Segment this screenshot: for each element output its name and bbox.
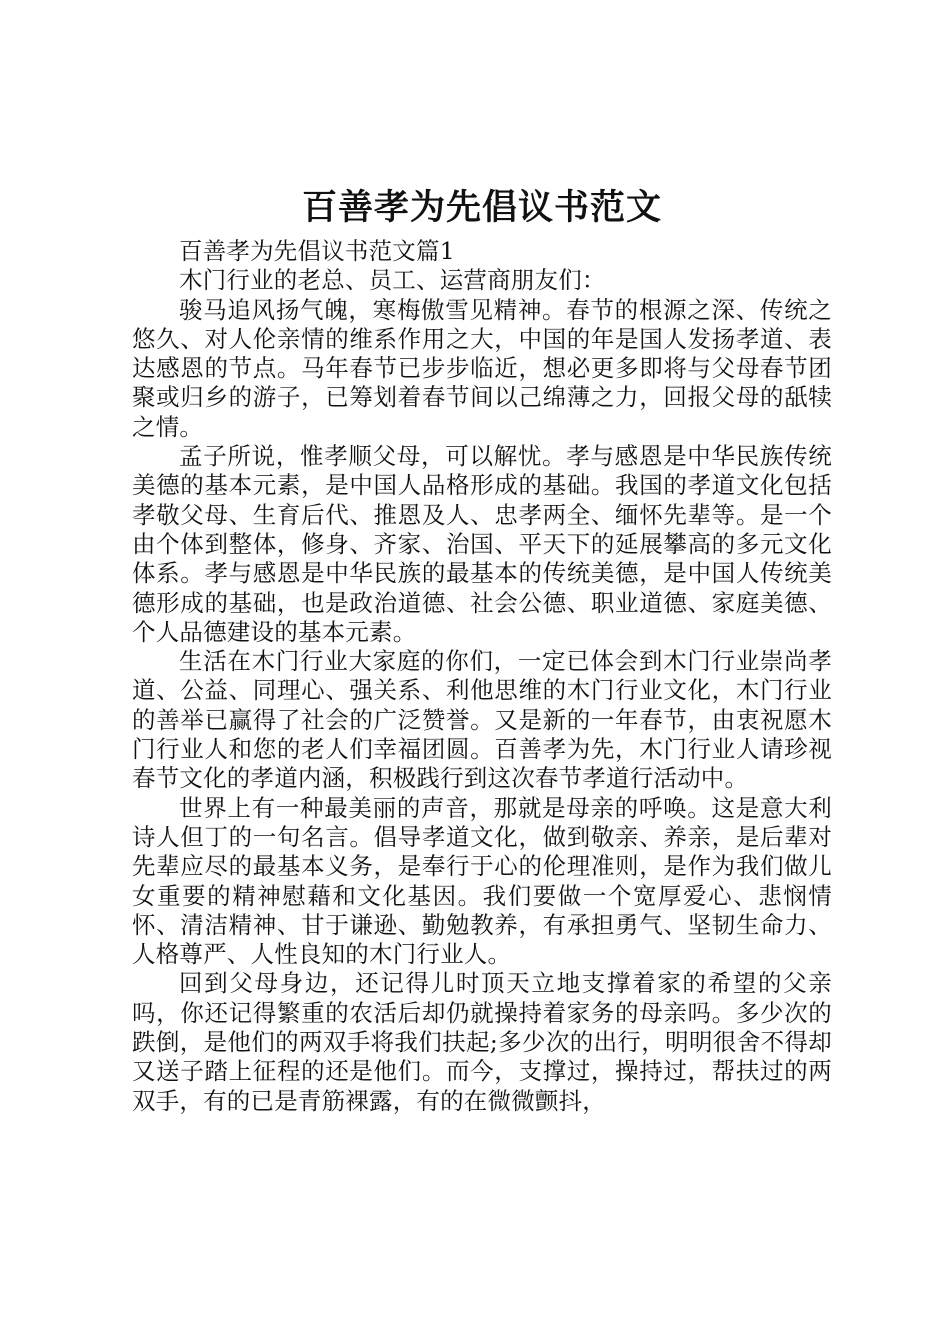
section-heading: 百善孝为先倡议书范文篇1	[179, 237, 455, 265]
body-paragraph: 孟子所说，惟孝顺父母，可以解忧。孝与感恩是中华民族传统美德的基本元素，是中国人品格形成的基础。我国的孝道文化包括孝敬父母、生育后代、推恩及人、忠孝两全、缅怀先辈等。是一个由个体到整体，修身、齐家、治国、平天下的延展攀高的多元文化体系。孝与感恩是中华民族的最基本的传统美德，是中国人传统美德形成的基础，也是政治道德、社会公德、职业道德、家庭美德、个人品德建设的基本元素。	[132, 442, 832, 646]
body-paragraph: 生活在木门行业大家庭的你们，一定已体会到木门行业崇尚孝道、公益、同理心、强关系、利他思维的木门行业文化，木门行业的善举已赢得了社会的广泛赞誉。又是新的一年春节，由衷祝愿木门行业人和您的老人们幸福团圆。百善孝为先，木门行业人请珍视春节文化的孝道内涵，积极践行到这次春节孝道行活动中。	[132, 647, 832, 793]
salutation: 木门行业的老总、员工、运营商朋友们：	[179, 266, 606, 295]
body-paragraph: 骏马追风扬气魄，寒梅傲雪见精神。春节的根源之深、传统之悠久、对人伦亲情的维系作用之大，中国的年是国人发扬孝道、表达感恩的节点。马年春节已步步临近，想必更多即将与父母春节团聚或归乡的游子，已筹划着春节间以己绵薄之力，回报父母的舐犊之情。	[132, 295, 832, 441]
body-paragraph: 回到父母身边，还记得儿时顶天立地支撑着家的希望的父亲吗，你还记得繁重的农活后却仍就操持着家务的母亲吗。多少次的跌倒，是他们的两双手将我们扶起;多少次的出行，明明很舍不得却又送子踏上征程的还是他们。而今，支撑过，操持过，帮扶过的两双手，有的已是青筋裸露，有的在微微颤抖，	[132, 969, 832, 1115]
body-paragraph: 世界上有一种最美丽的声音，那就是母亲的呼唤。这是意大利诗人但丁的一句名言。倡导孝道文化，做到敬亲、养亲，是后辈对先辈应尽的最基本义务，是奉行于心的伦理准则，是作为我们做儿女重要的精神慰藉和文化基因。我们要做一个宽厚爱心、悲悯情怀、清洁精神、甘于谦逊、勤勉教养，有承担勇气、坚韧生命力、人格尊严、人性良知的木门行业人。	[132, 793, 832, 969]
document-title: 百善孝为先倡议书范文	[301, 187, 662, 228]
